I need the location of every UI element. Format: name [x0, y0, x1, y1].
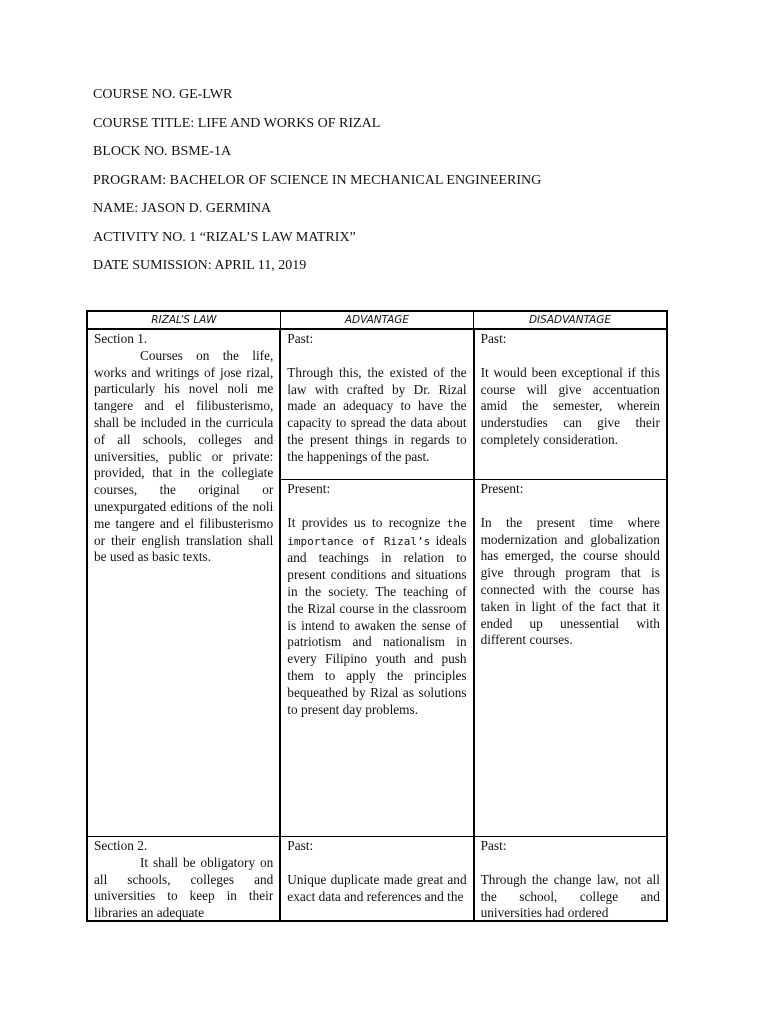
- advantage-present-text-mono: the importance of Rizal’s: [287, 516, 467, 548]
- section-1-disadvantage-past-cell: [474, 329, 667, 480]
- course-title: COURSE TITLE: LIFE AND WORKS OF RIZAL: [93, 115, 381, 131]
- section-1-disadvantage-present-cell: [474, 480, 667, 837]
- section-2-text: It shall be obligatory on all schools, colleges and universities to keep in their libraries an adequate: [94, 854, 274, 920]
- column-header-disadvantage: DISADVANTAGE: [474, 311, 667, 329]
- advantage-present-text-a: It provides us to recognize: [287, 514, 441, 530]
- rizal-law-matrix-table: [86, 310, 668, 922]
- section-2-advantage-past-cell: [280, 837, 473, 922]
- activity-title: ACTIVITY NO. 1 “RIZAL’S LAW MATRIX”: [93, 229, 356, 245]
- column-header-advantage: ADVANTAGE: [280, 311, 473, 329]
- section-2-advantage-past-text: Unique duplicate made great and exact data and references and the: [287, 871, 467, 904]
- document-header: [93, 86, 541, 286]
- table-header-row: [87, 311, 667, 329]
- section-2-disadvantage-past-cell: [474, 837, 667, 922]
- disadvantage-past-text: It would been exceptional if this course will give accentuation amid the semester, wherein understudies can give their completely consideration.: [480, 364, 660, 447]
- section-1-law-cell: [87, 329, 280, 837]
- section-2-disadvantage-past-label: Past:: [480, 838, 507, 853]
- section-1-text: Courses on the life, works and writings of jose rizal, particularly his novel noli me tangere and el filibusterismo, shall be included in the curricula of all schools, colleges and universities, public or private: provided, that in the collegiate courses, the original or unexpurgated editions of the noli me tangere and el filibusterismo or their english translation shall be used as basic texts.: [94, 347, 274, 565]
- advantage-present-text-b: ideals and teachings in relation to present conditions and situations in the society. The teaching of the Rizal course in the classroom is intend to awaken the sense of patriotism and nationalism in every Filipino youth and push them to apply the principles bequeathed by Rizal as solutions to present day problems.: [287, 532, 467, 717]
- program: PROGRAM: BACHELOR OF SCIENCE IN MECHANICAL ENGINEERING: [93, 172, 542, 188]
- section-2-title: Section 2.: [94, 838, 148, 853]
- section-2-disadvantage-past-text: Through the change law, not all the school, college and universities had ordered: [480, 871, 660, 920]
- block-number: BLOCK NO. BSME-1A: [93, 144, 232, 159]
- section-1-title: Section 1.: [94, 331, 148, 346]
- table-row: [87, 837, 667, 922]
- section-1-advantage-past-cell: [280, 329, 473, 480]
- section-1-advantage-present-cell: [280, 480, 473, 837]
- advantage-present-label: Present:: [287, 481, 331, 496]
- section-2-law-cell: [87, 837, 280, 922]
- table-row: [87, 329, 667, 480]
- advantage-past-text: Through this, the existed of the law with crafted by Dr. Rizal made an adequacy to have the capacity to spread the data about the present things in regards to the happenings of the past.: [287, 364, 467, 464]
- disadvantage-past-label: Past:: [480, 331, 507, 346]
- disadvantage-present-text: In the present time where modernization and globalization has emerged, the course should give through program that is connected with the course has taken in light of the fact that it ended up unessential with different courses.: [480, 514, 660, 648]
- column-header-rizals-law: RIZAL’S LAW: [87, 311, 280, 329]
- advantage-present-text: [287, 515, 466, 719]
- student-name: NAME: JASON D. GERMINA: [93, 201, 272, 216]
- disadvantage-present-label: Present:: [480, 481, 524, 496]
- submission-date: DATE SUMISSION: APRIL 11, 2019: [93, 258, 307, 273]
- section-2-advantage-past-label: Past:: [287, 838, 314, 853]
- course-number: COURSE NO. GE-LWR: [93, 87, 233, 102]
- advantage-past-label: Past:: [287, 331, 314, 346]
